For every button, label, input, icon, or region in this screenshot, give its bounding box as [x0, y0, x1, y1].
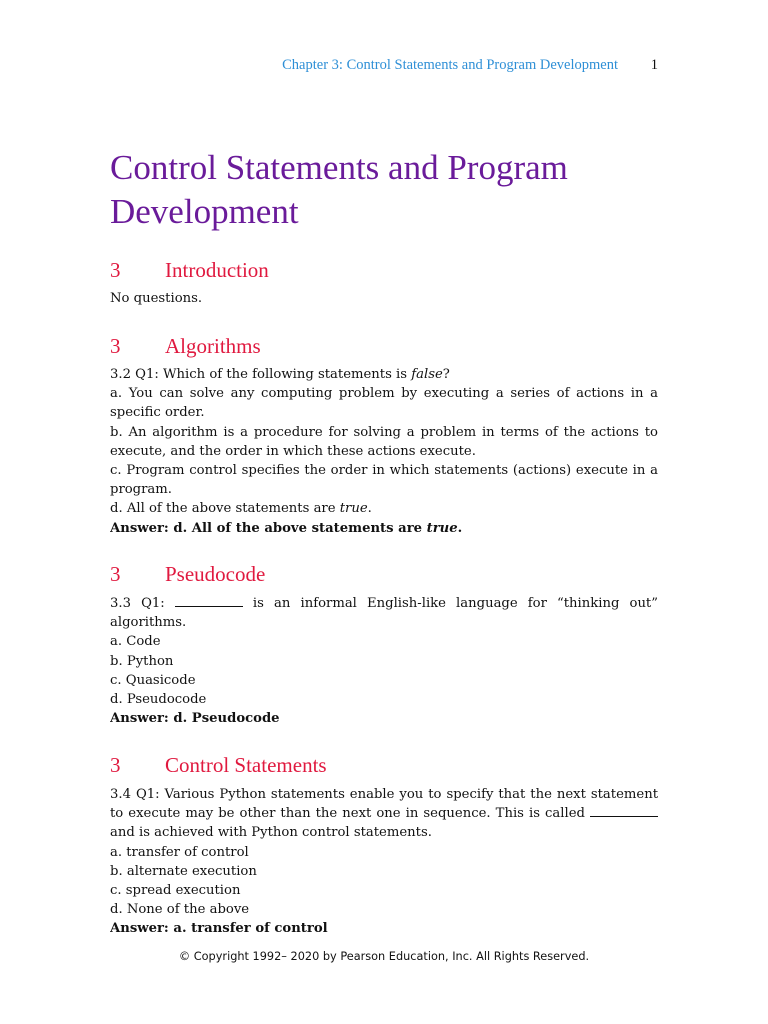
- option-d-emphasis: true: [339, 501, 368, 517]
- option-d: [110, 499, 658, 518]
- section-body-pseudocode: [110, 594, 658, 728]
- option-c: c. Program control specifies the order in which statements (actions) execute in a program.: [110, 463, 658, 498]
- answer-text: Answer: d. All of the above statements are: [110, 520, 427, 536]
- running-header-title: Chapter 3: Control Statements and Program Development: [282, 57, 618, 73]
- section-number: 3: [110, 258, 121, 282]
- answer-suffix: .: [457, 520, 463, 536]
- question-suffix: is an informal English-like language for “thinking out” algorithms.: [110, 596, 658, 631]
- question-suffix: ?: [442, 367, 450, 382]
- section-number: 3: [110, 334, 121, 358]
- question-text: 3.2 Q1: Which of the following statements is: [110, 367, 412, 382]
- document-title: [110, 146, 670, 234]
- intro-text: No questions.: [110, 291, 203, 306]
- answer-emphasis: true: [426, 520, 458, 536]
- option-b: b. alternate execution: [110, 863, 257, 879]
- question-text: 3.4 Q1: Various Python statements enable you to specify that the next statement to execute may be other than the next one in sequence. This is called: [110, 787, 658, 822]
- option-c: c. Quasicode: [110, 672, 196, 688]
- option-a: a. Code: [110, 634, 161, 650]
- section-body-control-statements: [110, 785, 658, 939]
- option-c: c. spread execution: [110, 883, 241, 899]
- section-body-algorithms: [110, 365, 658, 538]
- option-d: d. None of the above: [110, 902, 250, 918]
- option-d: d. Pseudocode: [110, 692, 207, 708]
- section-title: Control Statements: [165, 753, 327, 777]
- running-header: [110, 57, 658, 77]
- section-number: 3: [110, 562, 121, 586]
- question-3-3: [110, 594, 658, 632]
- option-b: b. Python: [110, 653, 174, 669]
- question-3-4: [110, 785, 658, 843]
- page-number: 1: [650, 57, 658, 73]
- section-number: 3: [110, 753, 121, 777]
- section-body-introduction: [110, 289, 658, 308]
- document-title-line-1: Control Statements and Program: [110, 148, 568, 187]
- section-title: Pseudocode: [165, 562, 266, 586]
- question-emphasis: false: [411, 367, 443, 382]
- option-b: b. An algorithm is a procedure for solving a problem in terms of the actions to execute, and the order in which these actions execute.: [110, 424, 658, 459]
- fill-in-blank: [175, 594, 243, 607]
- question-3-2: [110, 365, 658, 384]
- question-text: 3.3 Q1:: [110, 596, 175, 611]
- answer: Answer: a. transfer of control: [110, 921, 328, 937]
- answer: [110, 519, 658, 538]
- option-d-suffix: .: [367, 501, 372, 517]
- section-title: Introduction: [165, 258, 269, 282]
- section-title: Algorithms: [165, 334, 261, 358]
- option-a: a. You can solve any computing problem by executing a series of actions in a specific order.: [110, 386, 658, 421]
- option-a: a. transfer of control: [110, 844, 249, 860]
- question-suffix: and is achieved with Python control statements.: [110, 825, 432, 841]
- document-title-line-2: Development: [110, 192, 299, 231]
- option-d-text: d. All of the above statements are: [110, 501, 340, 517]
- copyright-footer: © Copyright 1992– 2020 by Pearson Education, Inc. All Rights Reserved.: [178, 950, 590, 963]
- answer: Answer: d. Pseudocode: [110, 711, 280, 727]
- fill-in-blank: [590, 804, 658, 817]
